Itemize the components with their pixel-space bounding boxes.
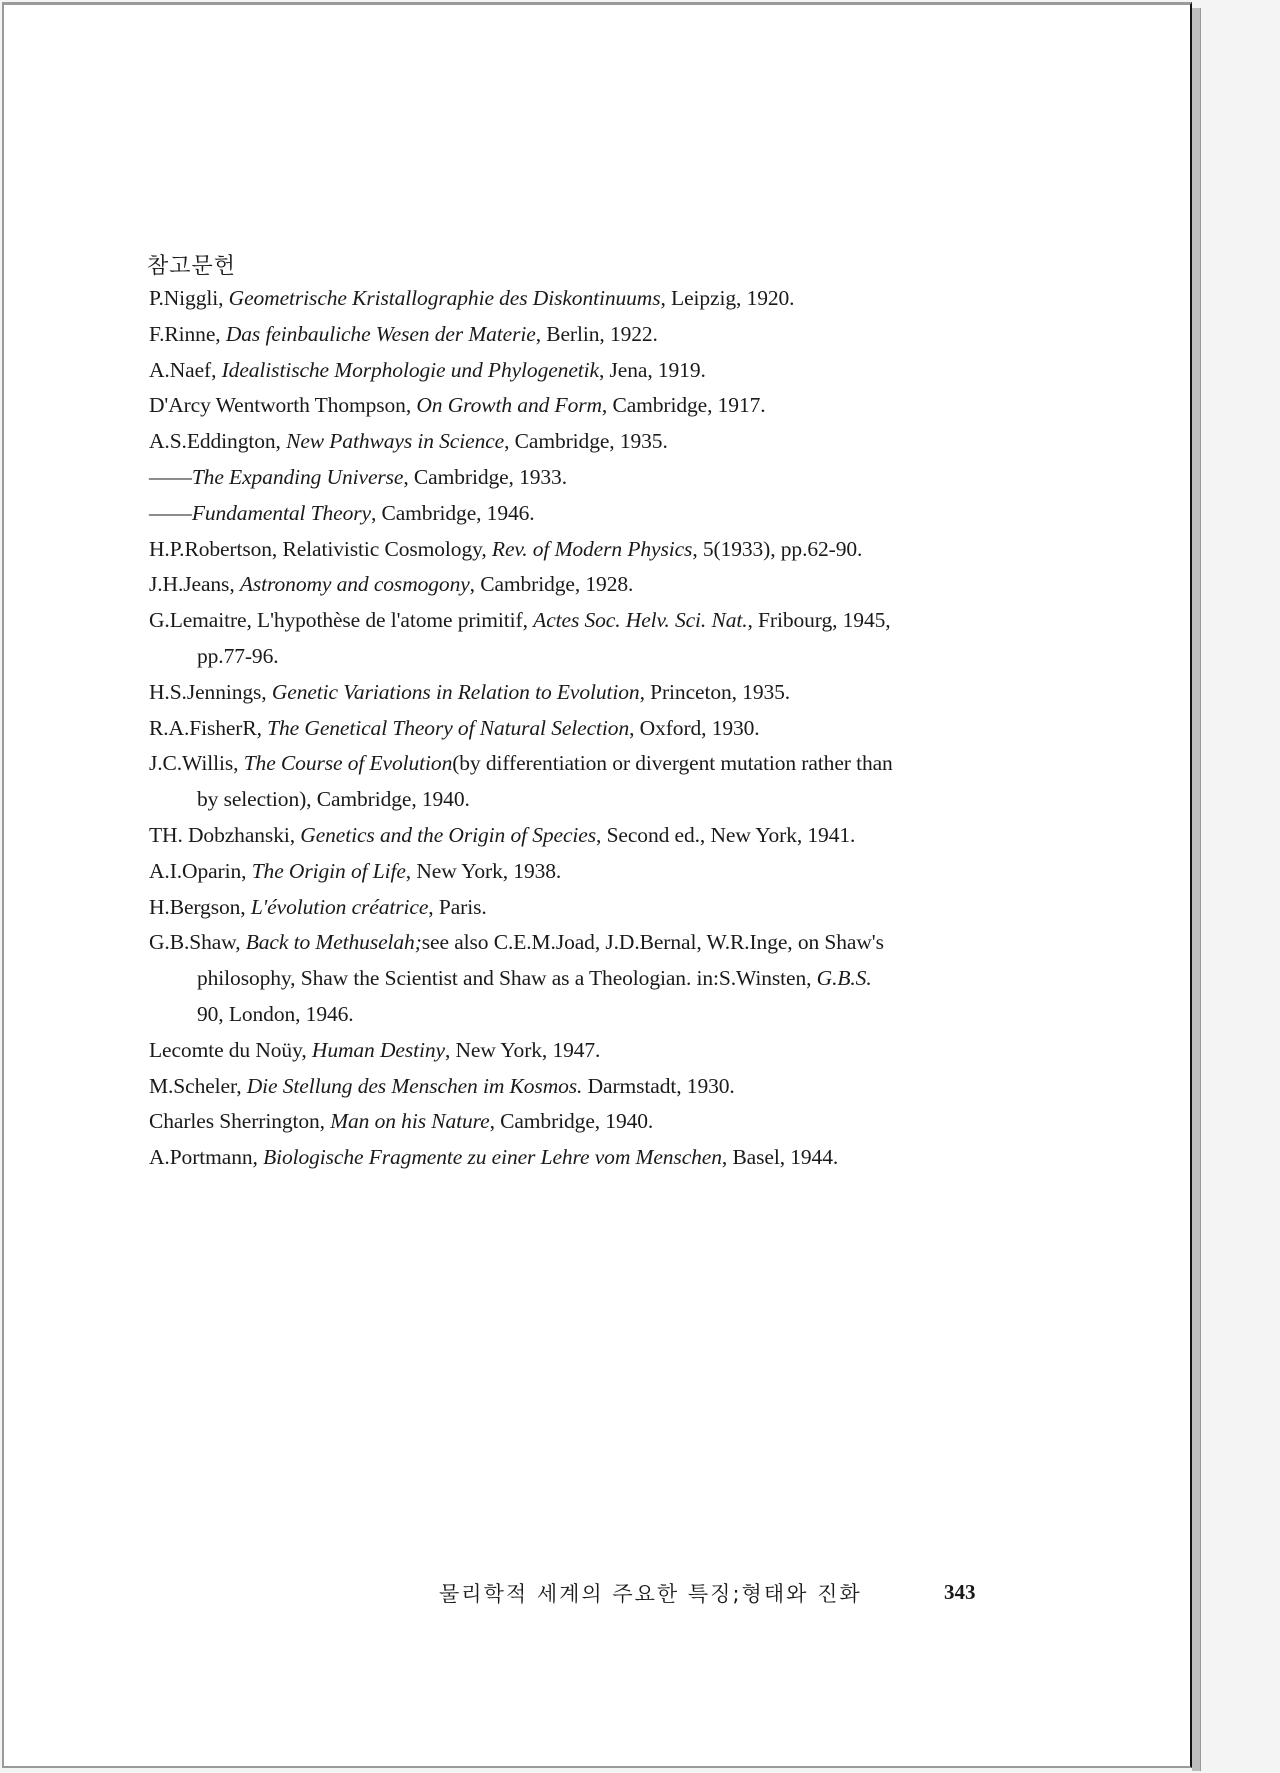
reference-entry: [149, 818, 893, 854]
reference-line: [149, 925, 893, 961]
reference-text: , Fribourg, 1945,: [747, 608, 891, 633]
reference-text: , Berlin, 1922.: [535, 321, 658, 346]
reference-entry: [149, 711, 893, 747]
reference-line: [149, 1069, 893, 1105]
reference-entry: [149, 1140, 893, 1176]
reference-line: [149, 675, 893, 711]
reference-text: , Princeton, 1935.: [639, 679, 791, 704]
reference-line: [149, 1140, 893, 1176]
reference-title: G.B.S.: [816, 966, 872, 991]
reference-line: [149, 854, 893, 890]
reference-line: [149, 639, 893, 675]
reference-entry: [149, 890, 893, 926]
reference-text: Lecomte du Noüy,: [149, 1037, 312, 1062]
reference-line: [149, 746, 893, 782]
reference-line: [149, 1033, 893, 1069]
references-heading: 참고문헌: [147, 254, 237, 279]
reference-title: Human Destiny: [311, 1037, 445, 1062]
reference-line: [149, 1104, 893, 1140]
reference-title: L'évolution créatrice: [250, 894, 429, 919]
reference-text: A.Portmann,: [149, 1145, 264, 1170]
reference-text: , Cambridge, 1940.: [489, 1109, 654, 1134]
reference-title: Genetic Variations in Relation to Evolution: [271, 679, 640, 704]
reference-entry: [149, 1033, 893, 1069]
reference-line: [149, 424, 893, 460]
reference-entry: [149, 603, 893, 675]
reference-entry: [149, 746, 893, 818]
reference-line: [149, 388, 893, 424]
reference-text: , 5(1933), pp.62-90.: [692, 536, 863, 561]
reference-line: [149, 567, 893, 603]
reference-text: G.B.Shaw,: [149, 930, 246, 955]
reference-text: Charles Sherrington,: [149, 1109, 331, 1134]
reference-line: [149, 997, 893, 1033]
reference-text: A.S.Eddington,: [149, 429, 287, 454]
reference-line: [149, 961, 893, 997]
reference-text: J.C.Willis,: [149, 751, 244, 776]
running-footer-title: 물리학적 세계의 주요한 특징;형태와 진화: [439, 1582, 862, 1606]
page-number: 343: [944, 1580, 976, 1604]
reference-text: M.Scheler,: [149, 1073, 247, 1098]
reference-text: (by differentiation or divergent mutation rather than: [452, 751, 893, 776]
reference-title: Actes Soc. Helv. Sci. Nat.: [533, 608, 748, 633]
reference-entry: [149, 854, 893, 890]
reference-entry: [149, 532, 893, 568]
reference-text: G.Lemaitre, L'hypothèse de l'atome primitif,: [149, 608, 534, 633]
reference-text: R.A.FisherR,: [149, 715, 268, 740]
reference-title: Die Stellung des Menschen im Kosmos.: [246, 1073, 583, 1098]
reference-title: Geometrische Kristallographie des Diskontinuums: [228, 286, 661, 310]
reference-line: [149, 281, 893, 317]
reference-line: [149, 496, 893, 532]
reference-text: J.H.Jeans,: [149, 572, 240, 597]
reference-title: The Origin of Life: [251, 858, 406, 883]
reference-text: , Cambridge, 1933.: [403, 464, 567, 489]
reference-entry: [149, 925, 893, 1032]
reference-title: The Expanding Universe: [191, 464, 404, 489]
reference-title: On Growth and Form: [416, 393, 602, 418]
reference-text: H.P.Robertson, Relativistic Cosmology,: [149, 536, 492, 561]
document-page: [2, 2, 1192, 1768]
reference-title: Das feinbauliche Wesen der Materie: [225, 321, 536, 346]
reference-line: [149, 317, 893, 353]
reference-text: , Cambridge, 1935.: [504, 429, 668, 454]
reference-line: [149, 890, 893, 926]
reference-entry: [149, 424, 893, 460]
reference-text: , Paris.: [428, 894, 487, 919]
reference-title: Rev. of Modern Physics: [491, 536, 693, 561]
reference-text: , Jena, 1919.: [598, 357, 706, 382]
reference-text: 90, London, 1946.: [197, 1001, 354, 1026]
reference-title: Idealistische Morphologie und Phylogenetik: [221, 357, 599, 382]
reference-text: , Cambridge, 1946.: [370, 500, 535, 525]
reference-line: [149, 460, 893, 496]
reference-title: The Course of Evolution: [243, 751, 453, 776]
reference-title: Man on his Nature: [330, 1109, 490, 1134]
reference-line: [149, 818, 893, 854]
reference-title: Back to Methuselah;: [245, 930, 422, 955]
reference-line: [149, 353, 893, 389]
reference-list: [149, 281, 893, 1176]
reference-entry: [149, 281, 893, 317]
reference-entry: [149, 567, 893, 603]
reference-text: , New York, 1947.: [444, 1037, 601, 1062]
reference-text: , Basel, 1944.: [721, 1145, 839, 1170]
reference-text: D'Arcy Wentworth Thompson,: [149, 393, 417, 418]
page-edge-shadow: [1192, 8, 1201, 1771]
reference-entry: [149, 353, 893, 389]
reference-entry: [149, 496, 893, 532]
reference-text: philosophy, Shaw the Scientist and Shaw as a Theologian. in:S.Winsten,: [197, 966, 817, 991]
reference-text: , Leipzig, 1920.: [660, 286, 795, 310]
reference-line: [149, 603, 893, 639]
reference-text: H.Bergson,: [149, 894, 251, 919]
reference-title: Astronomy and cosmogony: [239, 572, 470, 597]
reference-text: ——: [149, 464, 192, 489]
reference-text: P.Niggli,: [149, 286, 229, 310]
reference-text: by selection), Cambridge, 1940.: [197, 787, 470, 812]
reference-title: Biologische Fragmente zu einer Lehre vom Menschen: [263, 1145, 722, 1170]
reference-text: pp.77-96.: [197, 643, 279, 668]
reference-entry: [149, 1069, 893, 1105]
reference-text: A.Naef,: [149, 357, 222, 382]
reference-text: H.S.Jennings,: [149, 679, 272, 704]
reference-text: TH. Dobzhanski,: [149, 822, 301, 847]
reference-text: , New York, 1938.: [405, 858, 562, 883]
reference-text: , Oxford, 1930.: [629, 715, 760, 740]
reference-entry: [149, 388, 893, 424]
reference-line: [149, 711, 893, 747]
reference-line: [149, 782, 893, 818]
reference-text: , Cambridge, 1917.: [601, 393, 766, 418]
reference-text: A.I.Oparin,: [149, 858, 252, 883]
reference-text: see also C.E.M.Joad, J.D.Bernal, W.R.Inge, on Shaw's: [421, 930, 884, 955]
reference-entry: [149, 675, 893, 711]
reference-text: Darmstadt, 1930.: [582, 1073, 735, 1098]
reference-title: Fundamental Theory: [191, 500, 371, 525]
reference-title: The Genetical Theory of Natural Selection: [267, 715, 630, 740]
reference-text: F.Rinne,: [149, 321, 226, 346]
reference-entry: [149, 1104, 893, 1140]
reference-line: [149, 532, 893, 568]
reference-title: New Pathways in Science: [286, 429, 505, 454]
reference-title: Genetics and the Origin of Species: [300, 822, 597, 847]
reference-entry: [149, 460, 893, 496]
reference-text: ——: [149, 500, 192, 525]
reference-text: , Cambridge, 1928.: [469, 572, 634, 597]
reference-text: , Second ed., New York, 1941.: [596, 822, 856, 847]
reference-entry: [149, 317, 893, 353]
